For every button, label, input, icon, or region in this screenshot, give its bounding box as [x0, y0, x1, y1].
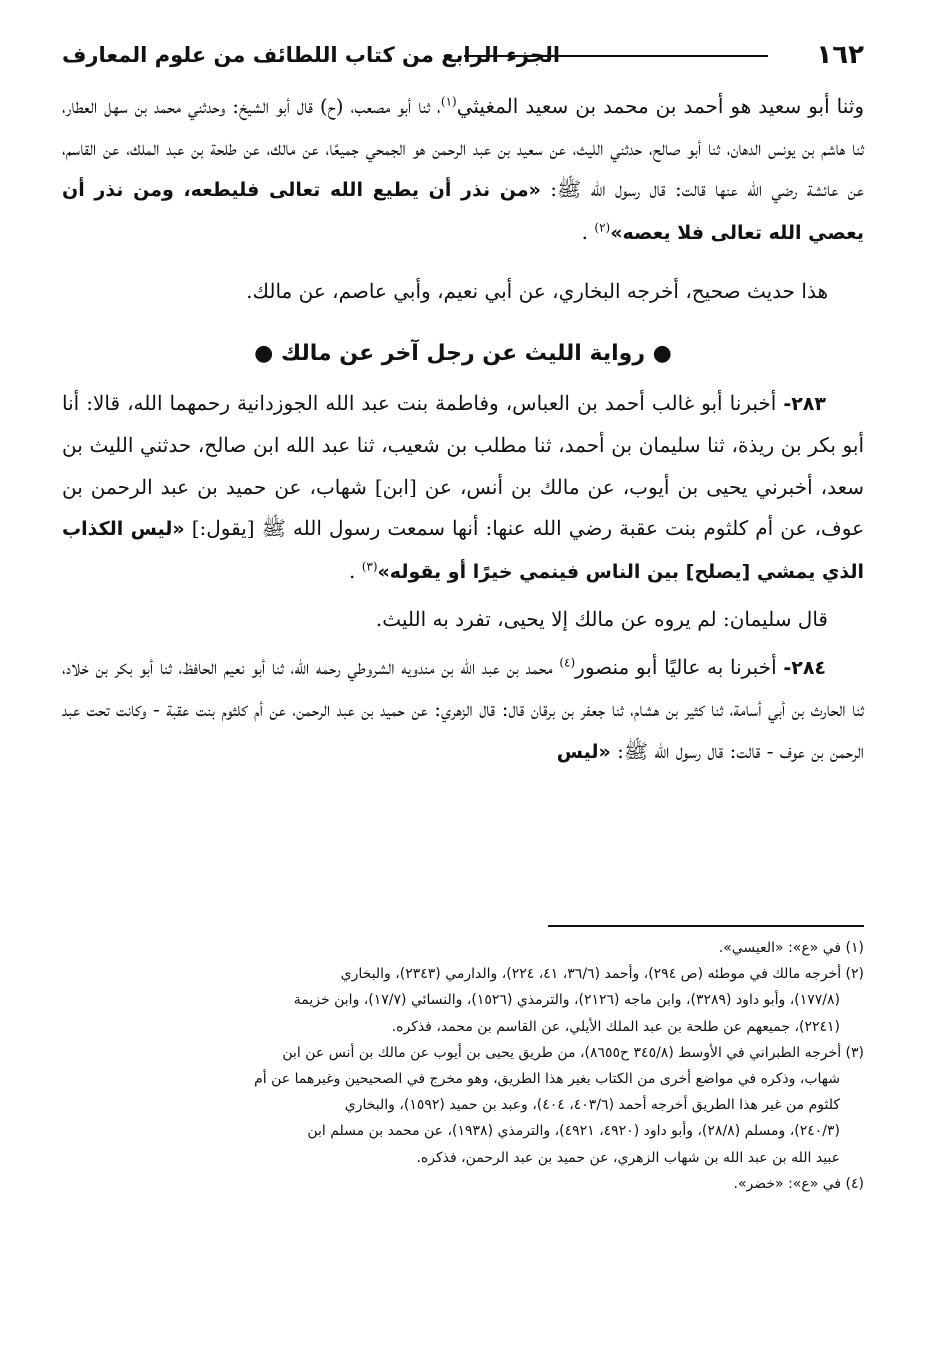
footnote-2-line-3: (٢٢٤١)، جميعهم عن طلحة بن عبد الملك الأيلي، عن القاسم بن محمد، فذكره.: [391, 1018, 840, 1035]
footnote-ref-3: (٣): [361, 558, 378, 573]
footnote-3-line-2: شهاب، وذكره في مواضع أخرى من الكتاب بغير هذا الطريق، وهو مخرج في الصحيحين وغيرهما عن أم: [254, 1071, 840, 1088]
footnote-2-line-2: (١٧٧/٨)، وأبو داود (٣٢٨٩)، وابن ماجه (٢١٢٦)، والترمذي (١٥٢٦)، والنسائي (١٧/٧)، وابن خزيمة: [293, 992, 840, 1009]
isnad-text-continued: ، ثنا أبو مصعب، (ح) قال أبو الشيخ: وحدثني محمد بن سهل العطار، ثنا هاشم بن يونس الدهان، ثنا أبو صالح، حدثني الليث، عن سعيد بن عبد الرحمن هو الجمحي جميعًا، عن مالك، عن طلحة بن عبد الملك، عن القاسم، عن عائشة رضي الله عنها قالت: قال رسول الله ﷺ:: [62, 94, 864, 201]
footnote-ref-4: (٤): [559, 654, 576, 669]
running-title: الجزء الرابع من كتاب اللطائف من علوم المعارف: [62, 43, 561, 67]
hadith-284-matn-start: «ليس: [556, 740, 611, 763]
footnote-4: (٤) في «ع»: «خضر».: [733, 1175, 864, 1192]
footnote-3-line-5: عبيد الله بن عبد الله بن شهاب الزهري، عن حميد بن عبد الرحمن، فذكره.: [416, 1149, 840, 1166]
section-heading: ● رواية الليث عن رجل آخر عن مالك ●: [254, 340, 672, 366]
footnote-3-line-3: كلثوم من غير هذا الطريق أخرجه أحمد (٤٠٣/٦، ٤٠٤)، وعبد بن حميد (١٥٩٢)، والبخاري: [344, 1097, 840, 1114]
footnote-2-line-1: (٢) أخرجه مالك في موطئه (ص ٢٩٤)، وأحمد (٣٦/٦، ٤١، ٢٢٤)، والدارمي (٢٣٤٣)، والبخاري: [340, 966, 864, 983]
footnote-ref-2: (٢): [594, 219, 611, 234]
hadith-284-number: ٢٨٤-: [783, 656, 827, 679]
grading-note: هذا حديث صحيح، أخرجه البخاري، عن أبي نعيم، وأبي عاصم، عن مالك.: [246, 279, 828, 303]
footnote-3-line-4: (٢٤٠/٣)، ومسلم (٢٨/٨)، وأبو داود (٤٩٢٠، ٤٩٢١)، والترمذي (١٩٣٨)، عن محمد بن مسلم ابن: [307, 1123, 840, 1140]
main-text: [62, 86, 864, 773]
hadith-283-number: ٢٨٣-: [783, 392, 826, 415]
running-header: [62, 38, 864, 74]
hadith-text: «من نذر أن يطيع الله تعالى فليطعه، ومن نذر أن يعصي الله تعالى فلا يعصه»: [62, 179, 864, 244]
footnotes: [64, 935, 864, 1197]
hadith-283-end: .: [348, 558, 356, 583]
hadith-283: [62, 383, 864, 594]
footnote-ref-1: (١): [440, 94, 457, 109]
isnad-end: .: [581, 219, 589, 244]
footnote-3-line-1: (٣) أخرجه الطبراني في الأوسط (٣٤٥/٨ ح٨٦٥٥)، من طريق يحيى بن أيوب عن مالك بن أنس عن ابن: [282, 1044, 864, 1061]
isnad-paragraph: [62, 86, 864, 254]
footnote-separator: [548, 925, 864, 927]
page-number: ١٦٢: [816, 40, 864, 70]
isnad-text: وثنا أبو سعيد هو أحمد بن محمد بن سعيد المغيثي: [456, 94, 864, 118]
sulaiman-note: قال سليمان: لم يروه عن مالك إلا يحيى، تفرد به الليث.: [375, 607, 828, 631]
hadith-283-isnad: أخبرنا أبو غالب أحمد بن العباس، وفاطمة بنت عبد الله الجوزدانية رحمهما الله، قالا: أنا أبو بكر بن ريذة، ثنا سليمان بن أحمد، ثنا مطلب بن شعيب، ثنا عبد الله ابن صالح، حدثني الليث بن سعد، أخبرني يحيى بن أيوب، عن مالك بن أنس، عن [ابن] شهاب، عن حميد بن عبد الرحمن بن عوف، عن أم كلثوم بنت عقبة رضي الله عنها: أنها سمعت رسول الله ﷺ [يقول:]: [62, 390, 865, 540]
footnote-1: (١) في «ع»: «العيسي».: [718, 940, 864, 956]
hadith-284-isnad-a: أخبرنا به عاليًا أبو منصور: [575, 654, 777, 679]
hadith-284-isnad-b: محمد بن عبد الله بن مندويه الشروطي رحمه الله، ثنا أبو نعيم الحافظ، ثنا أبو بكر بن خلاد، ثنا الحارث بن أبي أسامة، ثنا كثير بن هشام، ثنا جعفر بن برقان قال: قال الزهري: عن حميد بن عبد الرحمن، عن أم كلثوم بنت عقبة - وكانت تحت عبد الرحمن بن عوف - قالت: قال رسول الله ﷺ:: [62, 654, 864, 763]
hadith-284: [62, 647, 864, 774]
hadith-283-matn: «ليس الكذاب الذي يمشي [يصلح] بين الناس فينمي خيرًا أو يقوله»: [62, 518, 864, 583]
